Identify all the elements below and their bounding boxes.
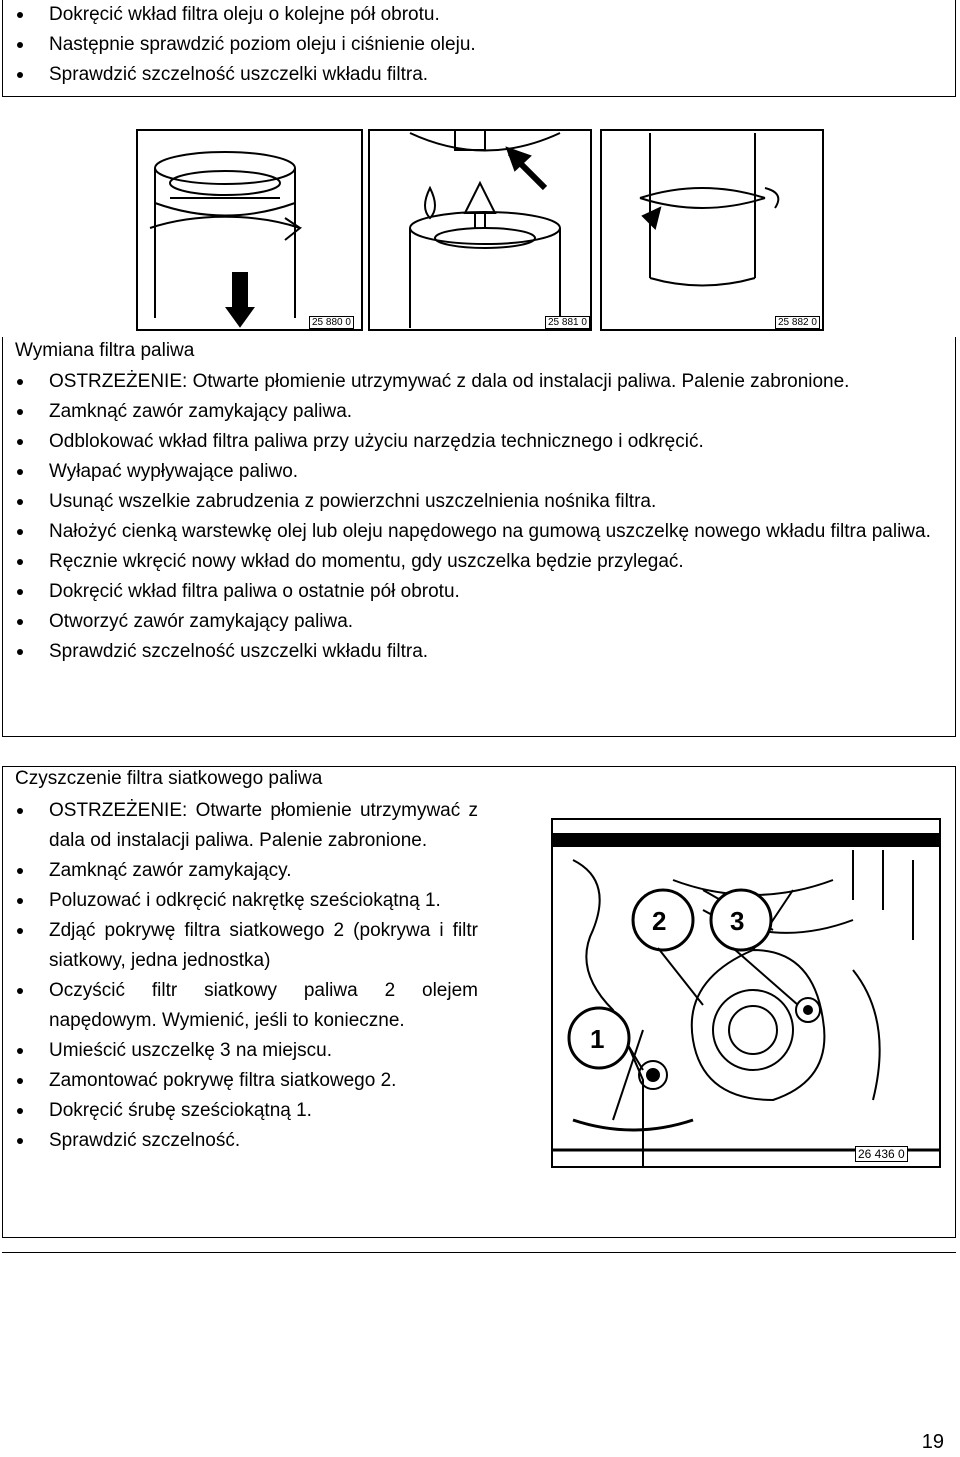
warning-label: OSTRZEŻENIE: bbox=[49, 371, 188, 392]
list-item: Sprawdzić szczelność uszczelki wkładu filtra. bbox=[2, 637, 946, 667]
figure-frame bbox=[601, 130, 823, 330]
list-item: Zamontować pokrywę filtra siatkowego 2. bbox=[2, 1066, 478, 1096]
section-title: Czyszczenie filtra siatkowego paliwa bbox=[15, 768, 323, 789]
figure-frame bbox=[137, 130, 362, 330]
figure-label: 25 880 0 bbox=[309, 316, 354, 329]
list-item: Zamknąć zawór zamykający paliwa. bbox=[2, 397, 946, 427]
list-item: Sprawdzić szczelność. bbox=[2, 1126, 478, 1156]
divider bbox=[2, 1252, 956, 1253]
list-item: Dokręcić śrubę sześciokątną 1. bbox=[2, 1096, 478, 1126]
list-item: Wyłapać wypływające paliwo. bbox=[2, 457, 946, 487]
list-item: Następnie sprawdzić poziom oleju i ciśnienie oleju. bbox=[2, 30, 942, 60]
page-number: 19 bbox=[921, 1431, 944, 1453]
callout-2: 2 bbox=[652, 906, 667, 936]
warning-text: Otwarte płomienie utrzymywać z dala od instalacji paliwa. Palenie zabronione. bbox=[49, 800, 479, 851]
engine-illustration bbox=[553, 820, 939, 1166]
warning-text: Otwarte płomienie utrzymywać z dala od instalacji paliwa. Palenie zabronione. bbox=[192, 371, 850, 392]
list-item: Usunąć wszelkie zabrudzenia z powierzchni uszczelnienia nośnika filtra. bbox=[2, 487, 946, 517]
figure-label: 25 881 0 bbox=[545, 316, 590, 329]
warning-label: OSTRZEŻENIE: bbox=[49, 800, 188, 821]
list-item: Otworzyć zawór zamykający paliwa. bbox=[2, 607, 946, 637]
oil-filter-figures bbox=[135, 128, 825, 333]
figure-label: 26 436 0 bbox=[855, 1146, 908, 1162]
mesh-filter-steps bbox=[2, 796, 478, 1156]
list-item: Nałożyć cienką warstewkę olej lub oleju napędowego na gumową uszczelkę nowego wkładu filtra paliwa. bbox=[2, 517, 946, 547]
oil-filter-illustration bbox=[135, 128, 825, 333]
figure-label: 25 882 0 bbox=[775, 316, 820, 329]
figure-frame bbox=[369, 130, 591, 330]
list-item: Dokręcić wkład filtra oleju o kolejne pół obrotu. bbox=[2, 0, 942, 30]
top-steps-list bbox=[2, 0, 942, 90]
callout-1: 1 bbox=[590, 1024, 605, 1054]
list-item: Poluzować i odkręcić nakrętkę sześciokątną 1. bbox=[2, 886, 478, 916]
fuel-filter-steps bbox=[2, 367, 946, 667]
list-item bbox=[2, 367, 946, 397]
callout-3: 3 bbox=[730, 906, 745, 936]
list-item: Dokręcić wkład filtra paliwa o ostatnie pół obrotu. bbox=[2, 577, 946, 607]
list-item: Ręcznie wkręcić nowy wkład do momentu, gdy uszczelka będzie przylegać. bbox=[2, 547, 946, 577]
list-item: Odblokować wkład filtra paliwa przy użyciu narzędzia technicznego i odkręcić. bbox=[2, 427, 946, 457]
list-item: Oczyścić filtr siatkowy paliwa 2 olejem napędowym. Wymienić, jeśli to konieczne. bbox=[2, 976, 478, 1036]
mesh-filter-figure bbox=[551, 818, 941, 1168]
list-item: Sprawdzić szczelność uszczelki wkładu filtra. bbox=[2, 60, 942, 90]
list-item bbox=[2, 796, 478, 856]
section-title: Wymiana filtra paliwa bbox=[15, 340, 195, 361]
list-item: Zamknąć zawór zamykający. bbox=[2, 856, 478, 886]
list-item: Zdjąć pokrywę filtra siatkowego 2 (pokrywa i filtr siatkowy, jedna jednostka) bbox=[2, 916, 478, 976]
list-item: Umieścić uszczelkę 3 na miejscu. bbox=[2, 1036, 478, 1066]
